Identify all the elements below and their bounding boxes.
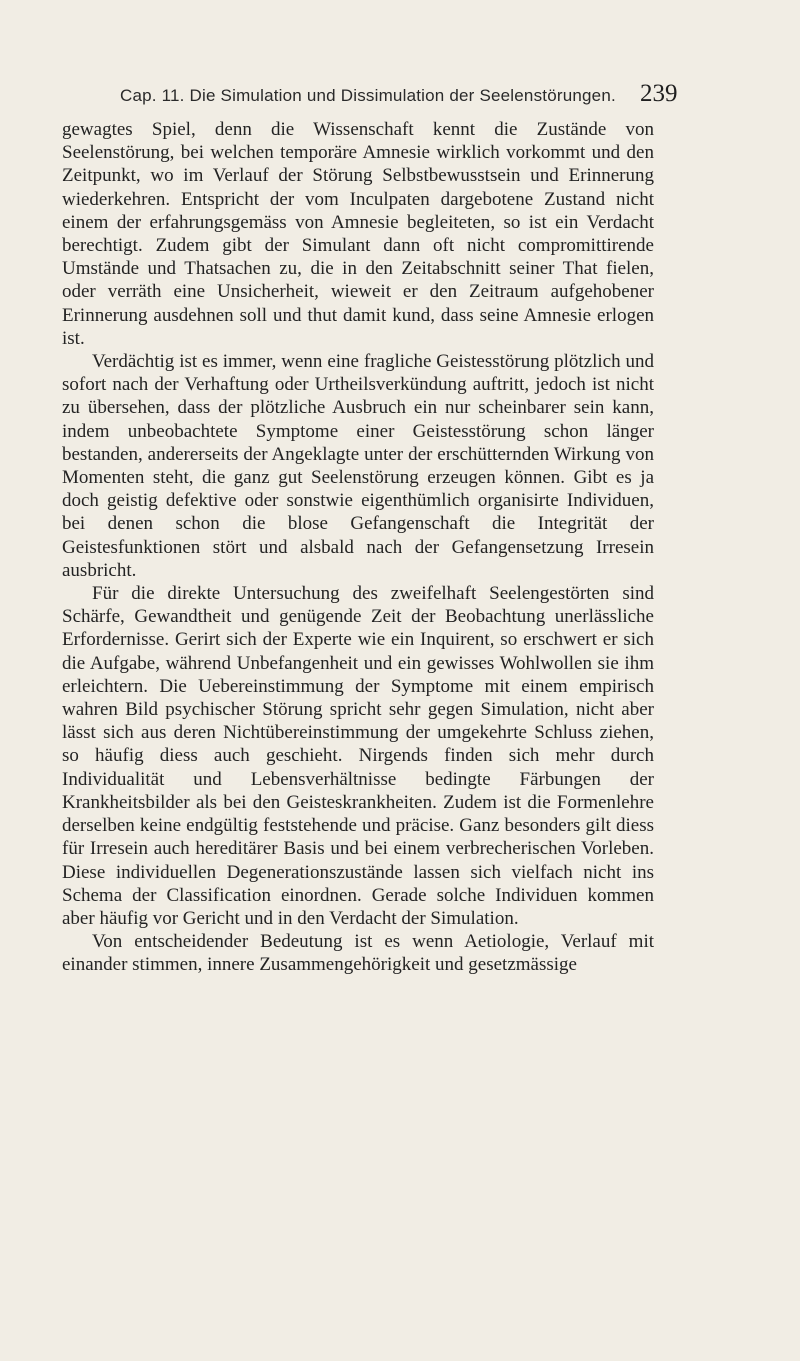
running-title: Cap. 11. Die Simulation und Dissimulation der Seelenstörungen. bbox=[120, 86, 616, 105]
paragraph: Verdächtig ist es immer, wenn eine fragliche Geistesstörung plötzlich und sofort nach der Verhaftung oder Urtheilsverkündung auftritt, jedoch ist nicht zu übersehen, dass der plötzliche Ausbruch ein nur scheinbarer sein kann, indem unbeobachtete Symptome einer Geistesstörung schon länger bestanden, andererseits der Angeklagte unter der erschütternden Wirkung von Momenten steht, die ganz gut Seelenstörung erzeugen können. Gibt es ja doch geistig defektive oder sonstwie eigenthümlich organisirte Individuen, bei denen schon die blose Gefangenschaft die Integrität der Geistesfunktionen stört und alsbald nach der Gefangensetzung Irresein ausbricht. bbox=[62, 351, 654, 581]
paragraph: Von entscheidender Bedeutung ist es wenn Aetiologie, Verlauf mit einander stimmen, innere Zusammengehörigkeit und gesetzmässige bbox=[62, 931, 654, 976]
body-text bbox=[62, 118, 654, 977]
paragraph: gewagtes Spiel, denn die Wissenschaft kennt die Zustände von Seelenstörung, bei welchen temporäre Amnesie wirklich vorkommt und den Zeitpunkt, wo im Verlauf der Störung Selbstbewusstsein und Erinnerung wiederkehren. Entspricht der vom Inculpaten dargebotene Zustand nicht einem der erfahrungsgemäss von Amnesie begleiteten, so ist ein Verdacht berechtigt. Zudem gibt der Simulant dann oft nicht compromittirende Umstände und Thatsachen zu, die in den Zeitabschnitt seiner That fielen, oder verräth eine Unsicherheit, wieweit er den Zeitraum aufgehobener Erinnerung ausdehnen soll und thut damit kund, dass seine Amnesie erlogen ist. bbox=[62, 119, 654, 349]
paragraph: Für die direkte Untersuchung des zweifelhaft Seelengestörten sind Schärfe, Gewandtheit und genügende Zeit der Beobachtung unerlässliche Erfordernisse. Gerirt sich der Experte wie ein Inquirent, so erschwert er sich die Aufgabe, während Unbefangenheit und ein gewisses Wohlwollen sie ihm erleichtern. Die Uebereinstimmung der Symptome mit einem empirisch wahren Bild psychischer Störung spricht sehr gegen Simulation, nicht aber lässt sich aus deren Nichtübereinstimmung der umgekehrte Schluss ziehen, so häufig diess auch geschieht. Nirgends finden sich mehr durch Individualität und Lebensverhältnisse bedingte Färbungen der Krankheitsbilder als bei den Geisteskrankheiten. Zudem ist die Formenlehre derselben keine endgültig feststehende und präcise. Ganz besonders gilt diess für Irresein auch hereditärer Basis und bei einem verbrecherischen Vorleben. Diese individuellen Degenerationszustände lassen sich vielfach nicht ins Schema der Classification einordnen. Gerade solche Individuen kommen aber häufig vor Gericht und in den Verdacht der Simulation. bbox=[62, 583, 654, 929]
page-number: 239 bbox=[640, 80, 678, 107]
